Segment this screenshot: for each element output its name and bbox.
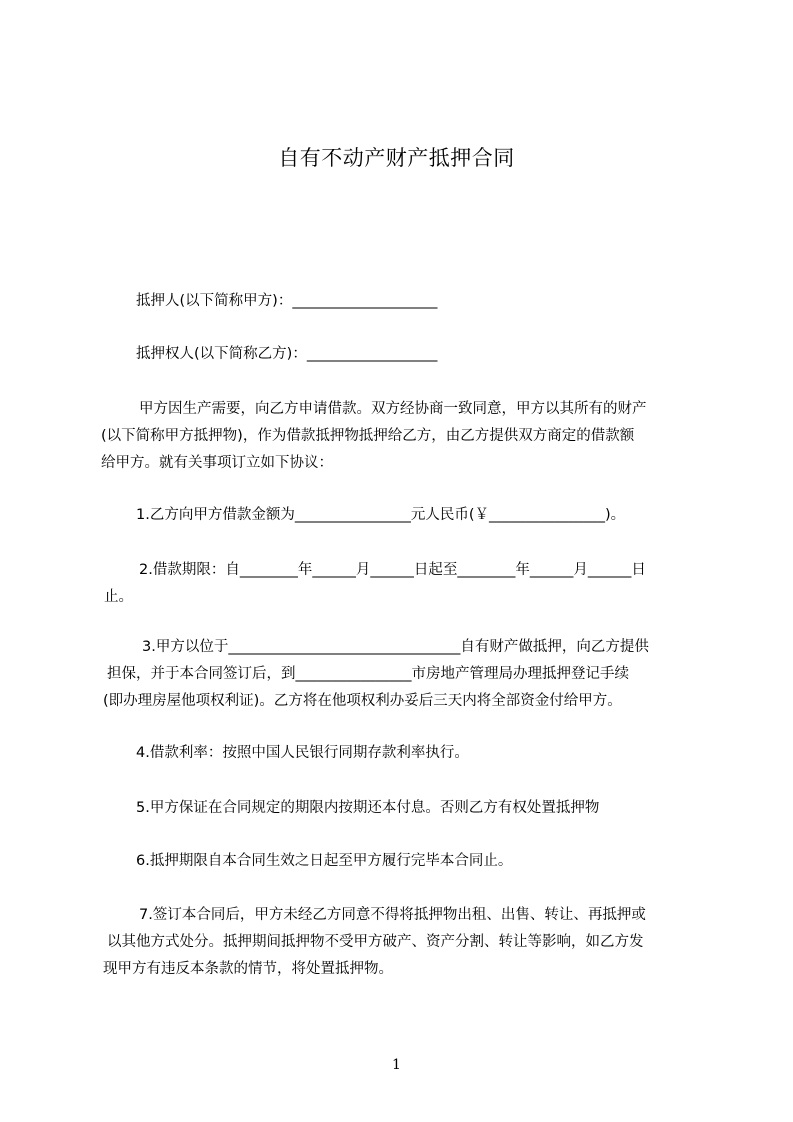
clause-3-line-2: 担保，并于本合同签订后，到________________市房地产管理局办理抵押登记手续 [107,666,629,682]
clause-1-line-1: 1.乙方向甲方借款金额为________________元人民币(￥________________)。 [136,507,626,523]
clause-7-line-3: 现甲方有违反本条款的情节，将处置抵押物。 [103,961,393,977]
intro-line-2: (以下简称甲方抵押物)，作为借款抵押物抵押给乙方，由乙方提供双方商定的借款额 [101,428,635,444]
page-number: 1 [392,1057,401,1073]
clause-5-line-1: 5.甲方保证在合同规定的期限内按期还本付息。否则乙方有权处置抵押物 [136,800,600,816]
clause-6-line-1: 6.抵押期限自本合同生效之日起至甲方履行完毕本合同止。 [136,853,513,869]
intro-line-1: 甲方因生产需要，向乙方申请借款。双方经协商一致同意，甲方以其所有的财产 [139,401,647,417]
document-title: 自有不动产财产抵押合同 [278,146,515,170]
intro-line-3: 给甲方。就有关事项订立如下协议： [101,455,333,471]
clause-4-line-1: 4.借款利率：按照中国人民银行同期存款利率执行。 [136,745,469,761]
clause-7-line-2: 以其他方式处分。抵押期间抵押物不受甲方破产、资产分割、转让等影响，如乙方发 [107,934,644,950]
clause-3-line-3: (即办理房屋他项权利证)。乙方将在他项权利办妥后三天内将全部资金付给甲方。 [103,693,622,709]
mortgagee-line: 抵押权人(以下简称乙方)：__________________ [136,346,438,362]
clause-3-line-1: 3.甲方以位于________________________________自有财产做抵押，向乙方提供 [142,639,649,655]
clause-2-line-2: 止。 [104,589,133,605]
clause-2-line-1: 2.借款期限：自________年______月______日起至________年______月______日 [139,562,646,578]
clause-7-line-1: 7.签订本合同后，甲方未经乙方同意不得将抵押物出租、出售、转让、再抵押或 [139,907,646,923]
mortgagor-line: 抵押人(以下简称甲方)：____________________ [136,293,438,309]
